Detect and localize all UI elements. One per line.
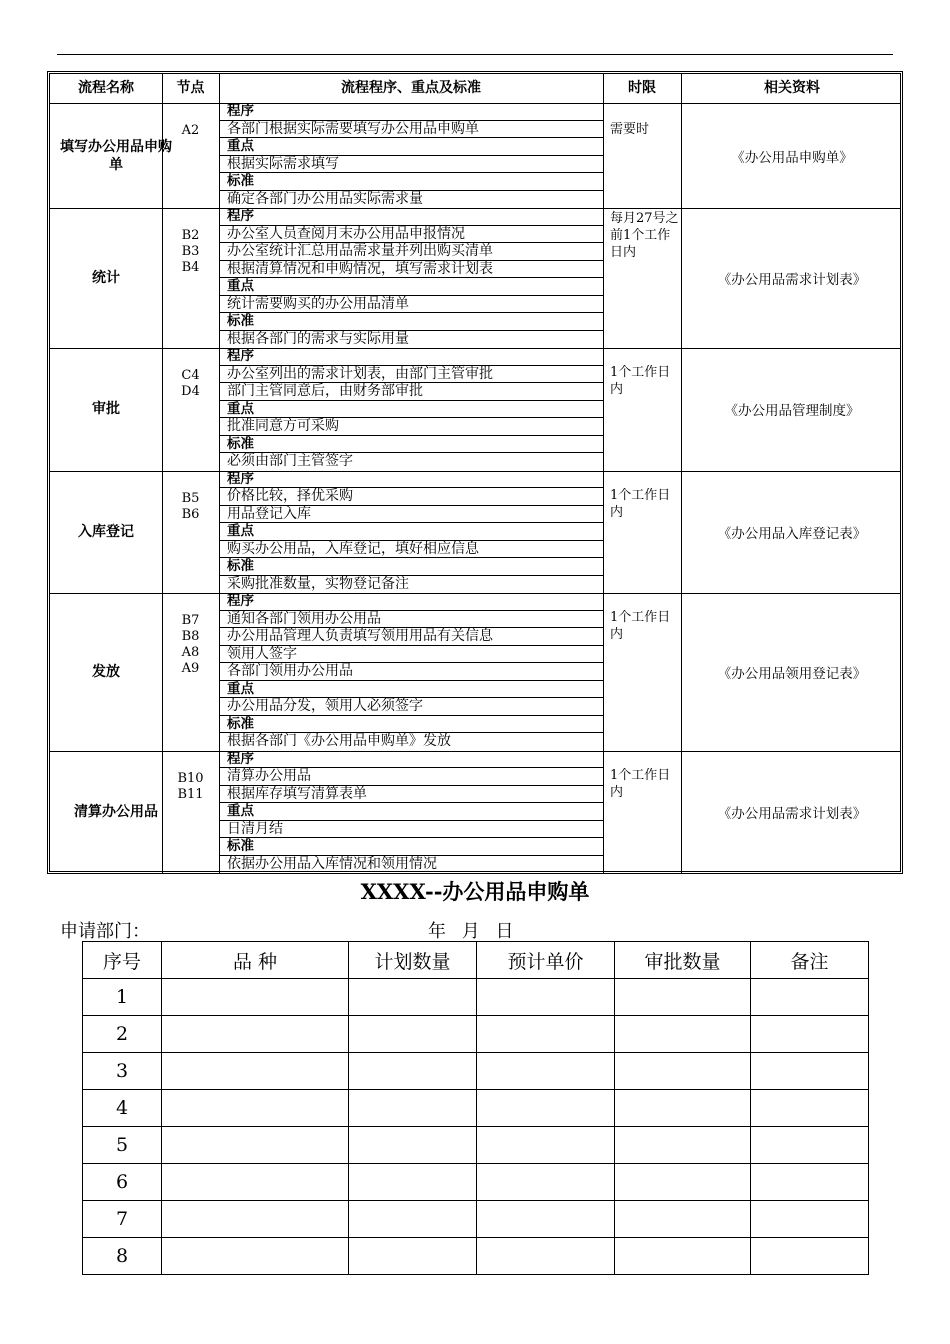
form-entry-cell[interactable] [615,1164,751,1201]
node-codes [162,368,219,400]
node-code: B6 [181,506,200,522]
procedure-text: 日清月结 [220,821,603,839]
node-code: B10 [177,770,204,786]
form-entry-cell[interactable] [751,1090,869,1127]
form-entry-cell[interactable] [349,979,477,1016]
procedure-text: 办公用品分发，领用人必须签字 [220,698,603,716]
table-row [83,1090,869,1127]
reference-document: 《办公用品需求计划表》 [717,805,867,822]
process-name: 填写办公用品申购单 [60,138,172,173]
date-label: 年 月 日 [428,921,514,942]
form-entry-cell[interactable] [615,1238,751,1275]
form-entry-cell[interactable] [477,1016,615,1053]
column-divider [162,74,163,873]
form-entry-cell[interactable] [162,1238,349,1275]
table-row [83,979,869,1016]
node-code: B8 [181,629,200,644]
purchase-form-table [82,941,869,1275]
procedure-text: 根据各部门的需求与实际用量 [227,330,409,347]
form-entry-cell[interactable] [477,1127,615,1164]
form-entry-cell[interactable] [162,1164,349,1201]
procedure-heading: 标准 [220,436,603,454]
node-codes [162,613,219,677]
flow-section [50,471,900,595]
form-entry-cell[interactable] [477,1164,615,1201]
flow-section [50,593,900,752]
procedure-text: 批准同意方可采购 [220,418,603,436]
form-entry-cell[interactable] [751,1201,869,1238]
purchase-header-row [83,942,869,979]
row-number: 8 [83,1238,162,1275]
procedure-text: 价格比较，择优采购 [220,488,603,506]
form-entry-cell[interactable] [349,1127,477,1164]
procedure-heading: 重点 [220,681,603,699]
reference-document: 《办公用品申购单》 [731,149,853,166]
column-divider [603,74,604,873]
node-codes [162,228,219,276]
purchase-header-cell: 备注 [751,942,869,979]
time-limit: 1个工作日内 [610,610,671,642]
procedure-heading: 程序 [220,751,603,769]
flow-section [50,103,900,209]
time-limit: 每月27号之前1个工作日内 [610,211,679,260]
procedure-heading: 标准 [220,716,603,734]
purchase-header-cell: 序号 [83,942,162,979]
node-code: A9 [181,661,200,676]
node-code: B11 [177,786,204,802]
procedure-text: 办公用品管理人负责填写领用用品有关信息 [220,628,603,646]
header-procedure: 流程程序、重点及标准 [341,80,481,96]
form-entry-cell[interactable] [477,1090,615,1127]
procedure-text: 领用人签字 [220,646,603,664]
form-entry-cell[interactable] [751,1238,869,1275]
form-entry-cell[interactable] [162,1090,349,1127]
process-flow-table [47,71,903,874]
node-codes [162,123,219,139]
form-entry-cell[interactable] [477,1238,615,1275]
procedure-heading: 程序 [220,103,603,121]
procedure-text: 根据实际需求填写 [220,156,603,174]
procedure-text: 清算办公用品 [220,768,603,786]
form-entry-cell[interactable] [615,1090,751,1127]
column-divider [681,74,682,873]
node-code: D4 [181,384,200,399]
form-entry-cell[interactable] [615,1053,751,1090]
form-entry-cell[interactable] [615,979,751,1016]
purchase-header-cell: 计划数量 [349,942,477,979]
form-entry-cell[interactable] [162,1127,349,1164]
procedure-text: 通知各部门领用办公用品 [220,611,603,629]
procedure-text: 购买办公用品，入库登记，填好相应信息 [220,541,603,559]
procedure-text: 必须由部门主管签字 [227,453,353,469]
form-entry-cell[interactable] [615,1016,751,1053]
header-node: 节点 [176,80,205,96]
procedure-heading: 标准 [220,313,603,331]
procedure-heading: 重点 [220,401,603,419]
procedure-lines [220,593,603,751]
department-label: 申请部门： [60,921,150,942]
form-entry-cell[interactable] [477,1201,615,1238]
procedure-heading: 程序 [220,593,603,611]
node-code: B4 [181,260,200,275]
node-codes [162,771,219,803]
procedure-heading: 程序 [220,348,603,366]
purchase-header-cell: 预计单价 [477,942,615,979]
procedure-lines [220,208,603,348]
form-entry-cell[interactable] [349,1201,477,1238]
form-entry-cell[interactable] [751,1053,869,1090]
procedure-text: 办公室人员查阅月末办公用品申报情况 [220,226,603,244]
time-limit: 1个工作日内 [610,487,671,520]
procedure-heading: 标准 [220,173,603,191]
row-number: 4 [83,1090,162,1127]
procedure-text: 统计需要购买的办公用品清单 [220,296,603,314]
process-name: 发放 [92,663,120,680]
time-limit: 1个工作日内 [610,365,671,397]
header-reference: 相关资料 [764,80,820,96]
purchase-header-cell: 品 种 [162,942,349,979]
node-codes [162,491,219,523]
form-entry-cell[interactable] [751,1016,869,1053]
table-row [83,1201,869,1238]
procedure-heading: 重点 [220,138,603,156]
table-row [83,1016,869,1053]
purchase-header-cell: 审批数量 [615,942,751,979]
form-entry-cell[interactable] [162,979,349,1016]
procedure-text: 部门主管同意后，由财务部审批 [220,383,603,401]
form-entry-cell[interactable] [477,979,615,1016]
procedure-heading: 重点 [220,803,603,821]
flow-section [50,751,900,875]
node-code: B7 [181,613,200,628]
flow-section [50,348,900,472]
process-name: 清算办公用品 [74,803,158,820]
procedure-lines [220,103,603,208]
reference-document: 《办公用品领用登记表》 [717,665,867,682]
node-code: B2 [181,228,200,243]
flow-section [50,208,900,349]
header-rule [57,54,893,55]
procedure-text: 根据清算情况和申购情况，填写需求计划表 [220,261,603,279]
node-code: B5 [181,490,200,506]
row-number: 2 [83,1016,162,1053]
reference-document: 《办公用品管理制度》 [724,403,860,420]
procedure-heading: 程序 [220,471,603,489]
reference-document: 《办公用品入库登记表》 [717,525,867,542]
procedure-heading: 重点 [220,278,603,296]
flow-table-header [50,74,900,104]
node-code: B3 [181,244,200,259]
table-row [83,1053,869,1090]
form-entry-cell[interactable] [349,1238,477,1275]
process-name: 审批 [92,401,120,418]
table-row [83,1127,869,1164]
form-entry-cell[interactable] [751,1127,869,1164]
procedure-lines [220,751,603,874]
time-limit: 1个工作日内 [610,767,671,800]
form-entry-cell[interactable] [162,1201,349,1238]
header-time-limit: 时限 [628,80,656,96]
procedure-text: 各部门领用办公用品 [220,663,603,681]
node-code: A8 [181,645,200,660]
procedure-text: 各部门根据实际需要填写办公用品申购单 [220,121,603,139]
procedure-text: 办公室列出的需求计划表，由部门主管审批 [220,366,603,384]
row-number: 5 [83,1127,162,1164]
procedure-text: 根据各部门《办公用品申购单》发放 [227,733,451,749]
table-row [83,1238,869,1275]
row-number: 7 [83,1201,162,1238]
form-entry-cell[interactable] [349,1016,477,1053]
row-number: 6 [83,1164,162,1201]
procedure-heading: 重点 [220,523,603,541]
procedure-heading: 标准 [220,838,603,856]
column-divider [219,74,220,873]
form-entry-cell[interactable] [751,979,869,1016]
process-name: 入库登记 [78,523,134,540]
procedure-text: 依据办公用品入库情况和领用情况 [227,855,437,872]
procedure-lines [220,348,603,471]
form-entry-cell[interactable] [615,1201,751,1238]
form-entry-cell[interactable] [162,1016,349,1053]
procedure-text: 用品登记入库 [220,506,603,524]
form-entry-cell[interactable] [162,1053,349,1090]
form-entry-cell[interactable] [349,1164,477,1201]
row-number: 3 [83,1053,162,1090]
procedure-text: 根据库存填写清算表单 [220,786,603,804]
form-entry-cell[interactable] [477,1053,615,1090]
form-entry-cell[interactable] [349,1053,477,1090]
procedure-text: 确定各部门办公用品实际需求量 [227,190,423,207]
node-code: A2 [181,123,200,138]
form-entry-cell[interactable] [349,1090,477,1127]
form-entry-cell[interactable] [751,1164,869,1201]
form-entry-cell[interactable] [615,1127,751,1164]
time-limit: 需要时 [610,122,650,137]
procedure-text: 采购批准数量，实物登记备注 [227,575,409,592]
process-name: 统计 [92,270,120,286]
procedure-heading: 程序 [220,208,603,226]
procedure-text: 办公室统计汇总用品需求量并列出购买清单 [220,243,603,261]
node-code: C4 [181,368,200,383]
procedure-lines [220,471,603,594]
row-number: 1 [83,979,162,1016]
table-row [83,1164,869,1201]
header-process-name: 流程名称 [78,80,134,96]
procedure-heading: 标准 [220,558,603,576]
purchase-form-title: XXXX--办公用品申购单 [360,879,590,904]
reference-document: 《办公用品需求计划表》 [717,272,867,288]
